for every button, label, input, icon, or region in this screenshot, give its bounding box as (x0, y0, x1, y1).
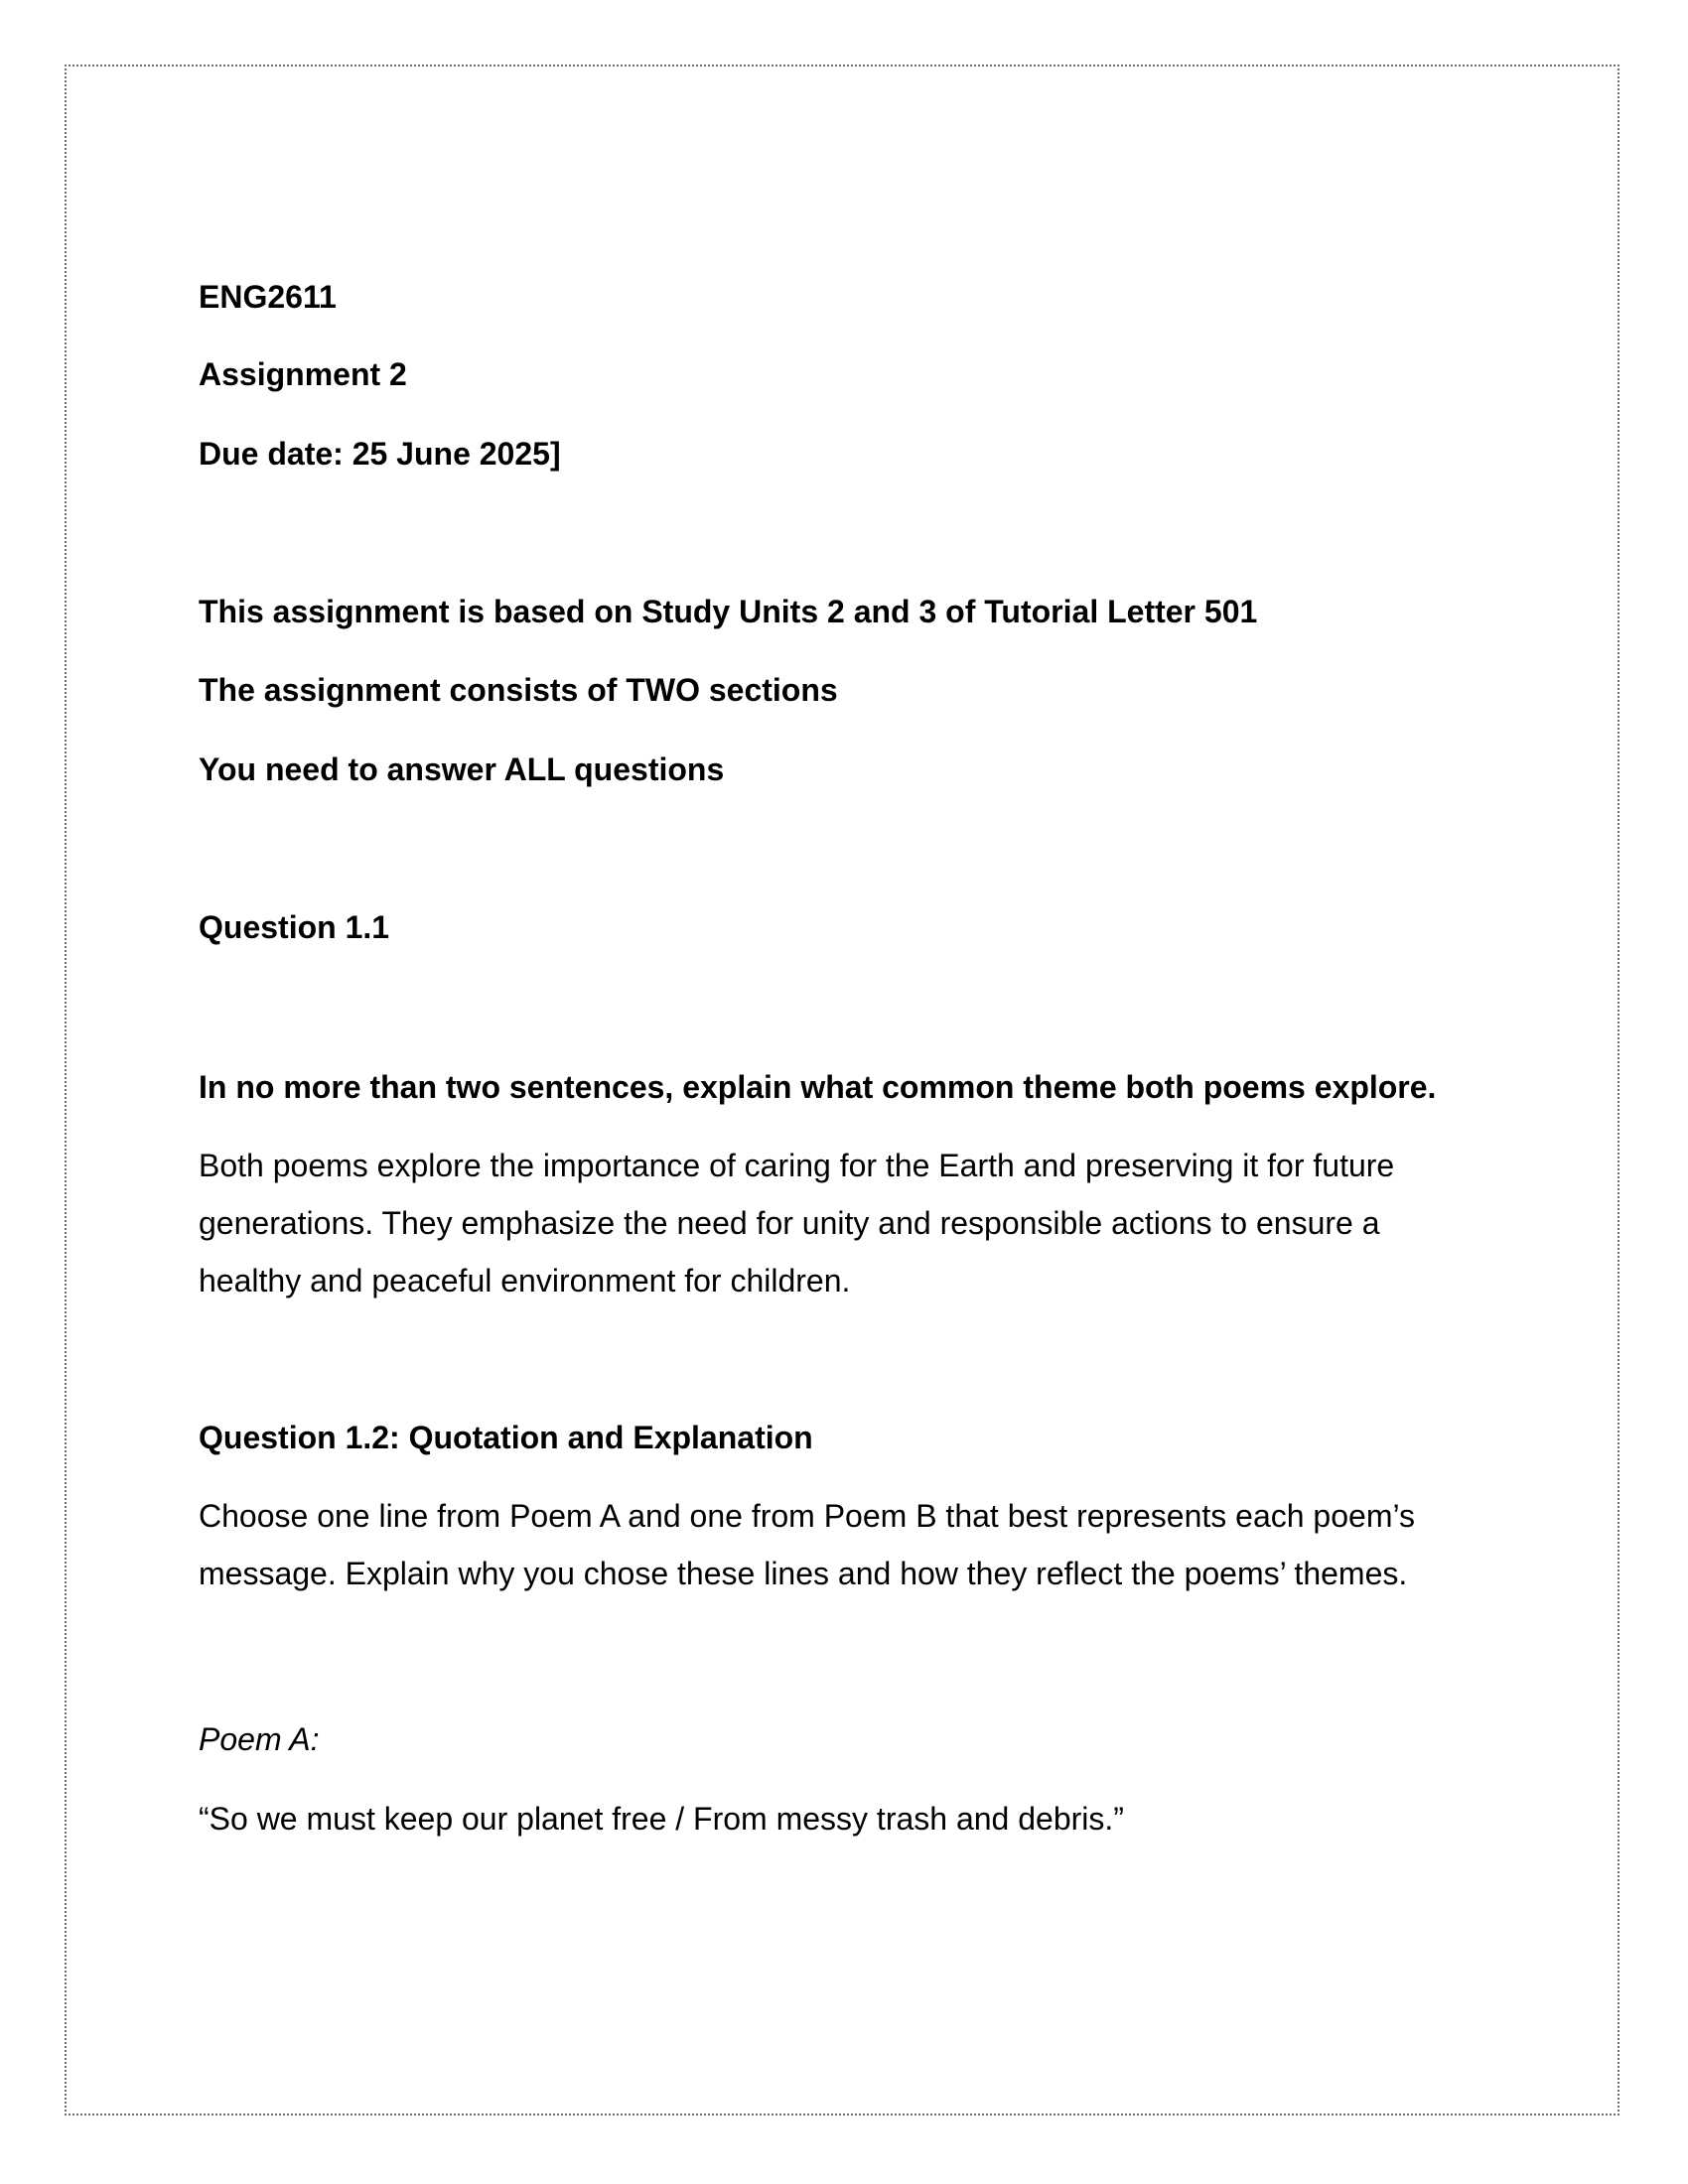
answer-line: healthy and peaceful environment for children. (199, 1263, 851, 1298)
assignment-title: Assignment 2 (199, 356, 407, 392)
prompt-line: Choose one line from Poem A and one from Poem B that best represents each poem’s (199, 1498, 1415, 1534)
question-1-1-heading: Question 1.1 (199, 909, 390, 945)
instruction-based-on: This assignment is based on Study Units 2 and 3 of Tutorial Letter 501 (199, 594, 1258, 629)
instruction-answer-all: You need to answer ALL questions (199, 751, 725, 787)
question-1-1-answer (199, 1137, 1394, 1309)
question-1-2-prompt (199, 1487, 1415, 1602)
poem-a-label: Poem A: (199, 1721, 320, 1757)
question-1-1-prompt: In no more than two sentences, explain what common theme both poems explore. (199, 1069, 1437, 1105)
poem-a-quote: “So we must keep our planet free / From messy trash and debris.” (199, 1801, 1124, 1837)
answer-line: generations. They emphasize the need for unity and responsible actions to ensure a (199, 1205, 1380, 1241)
course-code: ENG2611 (199, 279, 337, 315)
instruction-sections: The assignment consists of TWO sections (199, 672, 838, 708)
question-1-2-heading: Question 1.2: Quotation and Explanation (199, 1420, 813, 1455)
prompt-line: message. Explain why you chose these lines and how they reflect the poems’ themes. (199, 1556, 1408, 1591)
due-date: Due date: 25 June 2025] (199, 436, 561, 472)
answer-line: Both poems explore the importance of caring for the Earth and preserving it for future (199, 1148, 1395, 1183)
